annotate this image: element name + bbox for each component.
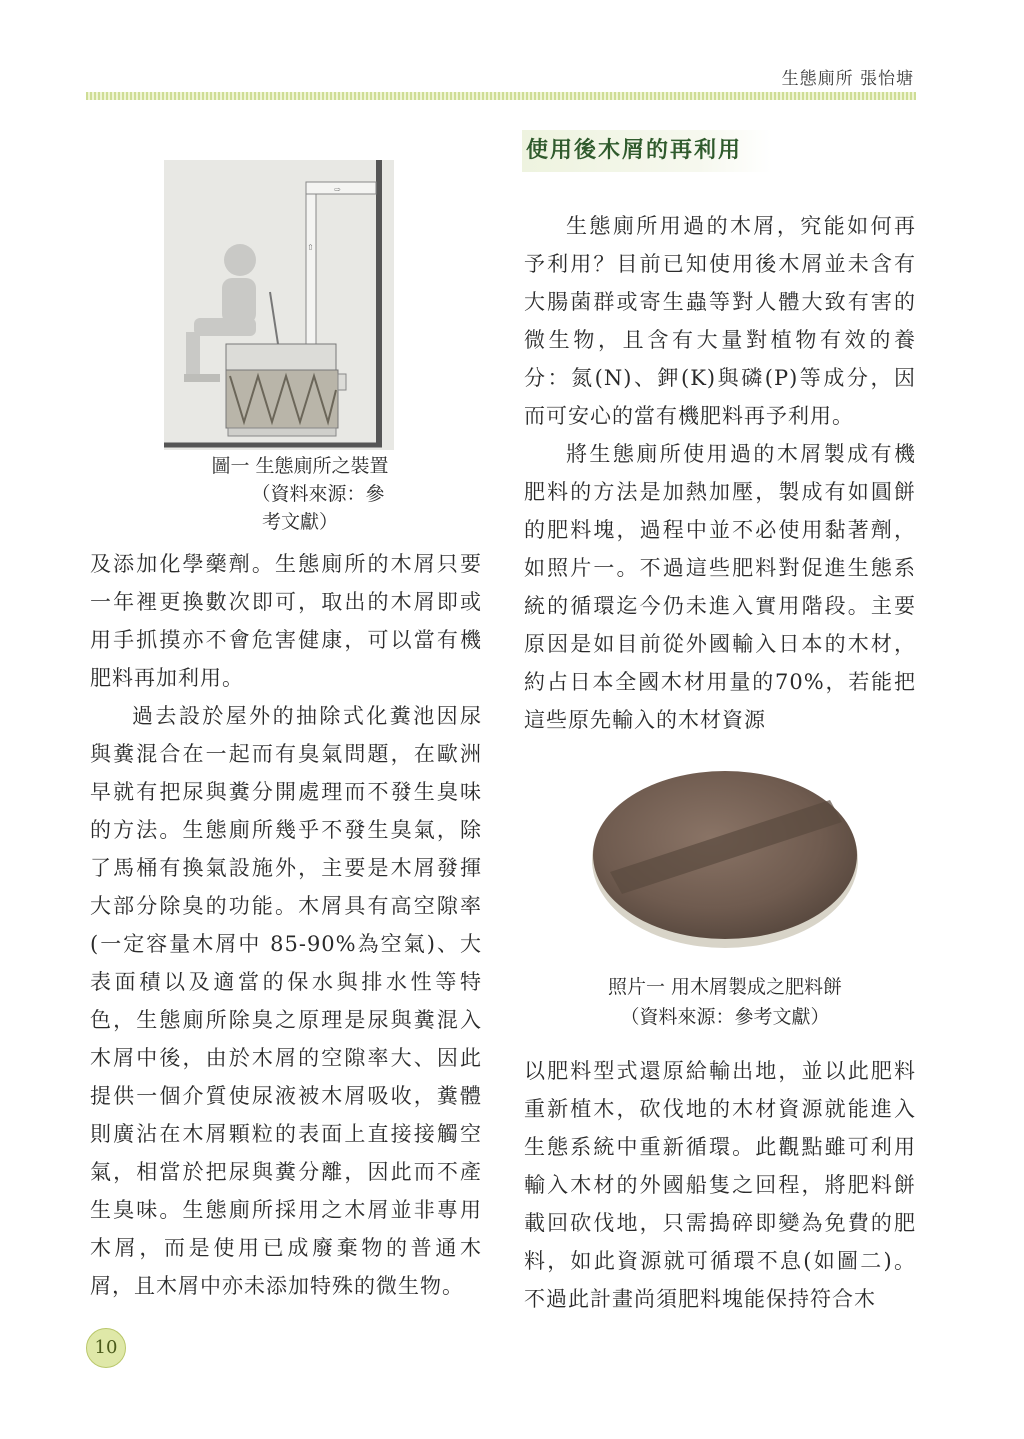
photo1-caption [560,972,890,1032]
eco-toilet-diagram [164,160,394,450]
fertilizer-cake-photo [590,760,860,950]
section-heading: 使用後木屑的再利用 [522,130,772,172]
svg-text:⇨: ⇨ [334,185,341,194]
paragraph: 將生態廁所使用過的木屑製成有機肥料的方法是加熱加壓，製成有如圓餅的肥料塊，過程中並不必使用黏著劑，如照片一。不過這些肥料對促進生態系統的循環迄今仍未進入實用階段。主要原因是如目前從外國輸入日本的木材，約占日本全國木材用量的70%，若能把這些原先輸入的木材資源 [524,442,916,732]
figure1-caption [170,452,430,536]
header-divider [86,92,916,100]
paragraph: 生態廁所用過的木屑，究能如何再予利用？目前已知使用後木屑並未含有大腸菌群或寄生蟲等對人體大致有害的微生物，且含有大量對植物有效的養分：氮(N)、鉀(K)與磷(P)等成分，因而可安心的當有機肥料再予利用。 [524,214,916,428]
right-column-top-text [524,207,916,739]
photo1-caption-title: 照片一 用木屑製成之肥料餅 [607,976,843,998]
paragraph: 過去設於屋外的抽除式化糞池因尿與糞混合在一起而有臭氣問題，在歐洲早就有把尿與糞分開處理而不發生臭味的方法。生態廁所幾乎不發生臭氣，除了馬桶有換氣設施外，主要是木屑發揮大部分除臭的功能。木屑具有高空隙率 (一定容量木屑中 85-90%為空氣)、大表面積以及適當的保水與排水性等特色，生態廁所除臭之原理是尿與糞混入木屑中後，由於木屑的空隙率大、因此提供一個介質使尿液被木屑吸收，糞體則廣沾在木屑顆粒的表面上直接接觸空氣，相當於把尿與糞分離，因此而不產生臭味。生態廁所採用之木屑並非專用木屑，而是使用已成廢棄物的普通木屑，且木屑中亦未添加特殊的微生物。 [90,704,482,1298]
running-header: 生態廁所 張怡塘 [781,69,914,89]
figure1-caption-source-cont: 考文獻） [261,511,338,533]
paragraph: 以肥料型式還原給輸出地，並以此肥料重新植木，砍伐地的木材資源就能進入生態系統中重新循環。此觀點雖可利用輸入木材的外國船隻之回程，將肥料餅載回砍伐地，只需搗碎即變為免費的肥料，如此資源就可循環不息(如圖二)。不過此計畫尚須肥料塊能保持符合木 [524,1059,916,1311]
figure1-caption-line: 圖一 生態廁所之裝置 [211,455,389,477]
paragraph: 及添加化學藥劑。生態廁所的木屑只要一年裡更換數次即可，取出的木屑即或用手抓摸亦不會危害健康，可以當有機肥料再加利用。 [90,552,482,690]
figure1-caption-source: （資料來源：參 [251,483,385,505]
right-column-bottom-text [524,1052,916,1318]
page-number-badge: 10 [86,1328,126,1368]
left-column-text [90,545,482,1305]
photo1-caption-source: （資料來源：參考文獻） [620,1006,830,1028]
svg-text:⇧: ⇧ [307,243,314,252]
